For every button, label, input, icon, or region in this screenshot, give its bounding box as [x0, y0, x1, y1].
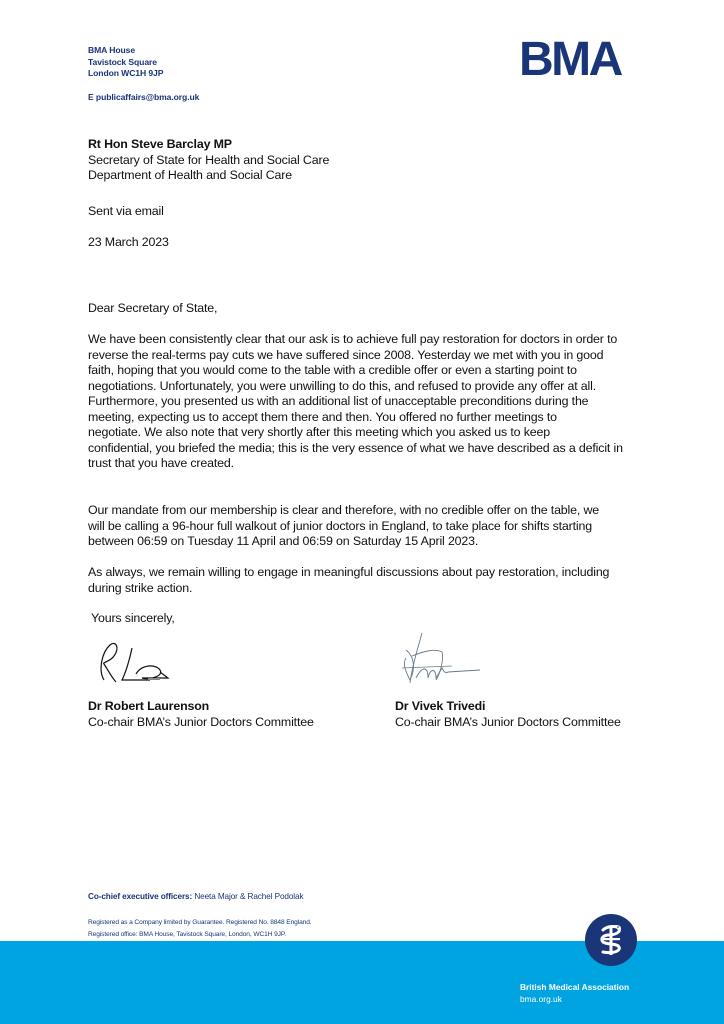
address-line: London WC1H 9JP: [88, 68, 164, 79]
paragraph-line: We have been consistently clear that our ask is to achieve full pay restoration for doctors in order to: [88, 332, 618, 346]
paragraph-line: confidential, you briefed the media; this is the very essence of what we have described as a deficit in: [88, 440, 623, 455]
paragraph-3: [88, 565, 609, 596]
paragraph-line: during strike action.: [88, 580, 193, 595]
bma-logo: BMA: [519, 33, 621, 86]
footer-officers: [88, 892, 303, 901]
sender-address: [88, 45, 163, 80]
delivery-note: Sent via email: [88, 204, 164, 218]
recipient-title: Secretary of State for Health and Social Care: [88, 152, 330, 167]
bma-emblem-icon: [585, 914, 637, 966]
footer-registration: [88, 917, 312, 940]
officers-names: Neeta Major & Rachel Podolak: [192, 892, 304, 901]
paragraph-line: negotiations. Unfortunately, you were unwilling to do this, and refused to provide any offer at all.: [88, 378, 597, 393]
footer-org: [520, 981, 629, 1005]
paragraph-line: meeting, expecting us to accept them there and then. You offered no further meetings to: [88, 409, 557, 424]
paragraph-line: Furthermore, you presented us with an additional list of unacceptable preconditions during the: [88, 394, 589, 408]
greeting: Dear Secretary of State,: [88, 301, 218, 315]
paragraph-line: As always, we remain willing to engage in meaningful discussions about pay restoration, including: [88, 565, 610, 579]
paragraph-line: trust that you have created.: [88, 456, 234, 470]
paragraph-line: negotiate. We also note that very shortly after this meeting which you asked us to keep: [88, 425, 550, 439]
org-website[interactable]: bma.org.uk: [520, 994, 562, 1004]
address-line: BMA House: [88, 45, 136, 55]
letter-date: 23 March 2023: [88, 235, 169, 249]
signatory-trivedi: [395, 699, 621, 730]
paragraph-2: [88, 503, 599, 550]
org-name: British Medical Association: [520, 982, 630, 992]
signature-laurenson-icon: [90, 640, 180, 685]
signatory-laurenson: [88, 699, 314, 730]
paragraph-line: faith, hoping that you would come to the table with a credible offer or even a starting point to: [88, 363, 577, 377]
address-line: Tavistock Square: [88, 56, 157, 67]
signatory-role: Co-chair BMA’s Junior Doctors Committee: [395, 714, 621, 729]
recipient-block: [88, 137, 329, 184]
signatory-role: Co-chair BMA’s Junior Doctors Committee: [88, 714, 314, 729]
registration-line: Registered as a Company limited by Guarantee. Registered No. 8848 England.: [88, 919, 312, 926]
paragraph-line: reverse the real-terms pay cuts we have suffered since 2008. Yesterday we met with you in good: [88, 347, 604, 362]
paragraph-line: Our mandate from our membership is clear and therefore, with no credible offer on the table, we: [88, 503, 600, 517]
closing: Yours sincerely,: [91, 611, 175, 625]
signature-trivedi-icon: [392, 628, 487, 688]
paragraph-line: between 06:59 on Tuesday 11 April and 06:59 on Saturday 15 April 2023.: [88, 534, 479, 548]
paragraph-line: will be calling a 96-hour full walkout of junior doctors in England, to take place for shifts starting: [88, 518, 593, 533]
sender-email: E publicaffairs@bma.org.uk: [88, 92, 200, 102]
paragraph-1: [88, 332, 623, 472]
signatory-name: Dr Vivek Trivedi: [395, 699, 486, 713]
signatory-name: Dr Robert Laurenson: [88, 699, 210, 713]
registration-line: Registered office: BMA House, Tavistock Square, London, WC1H 9JP.: [88, 930, 287, 938]
officers-label: Co-chief executive officers:: [88, 892, 193, 901]
recipient-department: Department of Health and Social Care: [88, 168, 292, 182]
recipient-name: Rt Hon Steve Barclay MP: [88, 137, 232, 151]
